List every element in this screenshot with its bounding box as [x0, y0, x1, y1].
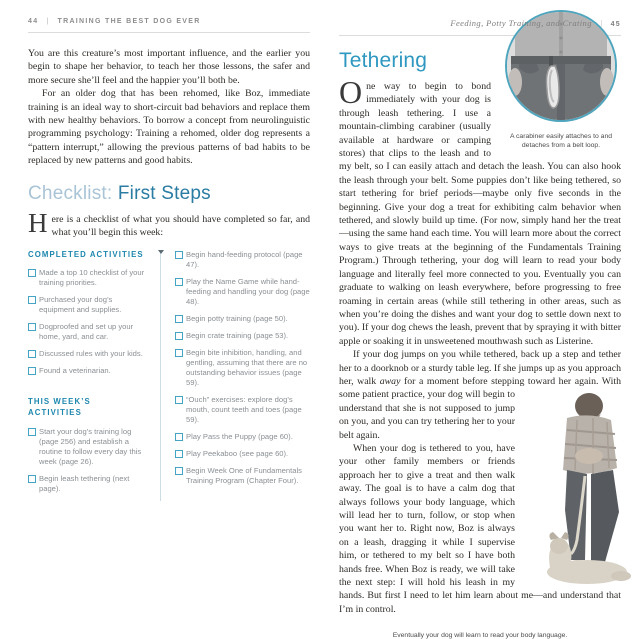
paragraph-2-text-b: for a moment before stepping toward her again. With some patient: [339, 375, 621, 401]
checklist-item-label: Begin Week One of Fundamentals Training Program (Chapter Four).: [186, 466, 302, 486]
this-weeks-activities-header: THIS WEEK’S ACTIVITIES: [28, 397, 91, 418]
checklist-item-label: Purchased your dog’s equipment and supplies.: [39, 295, 122, 315]
running-head-divider: |: [599, 18, 603, 28]
checkbox-icon: [28, 296, 36, 304]
checkbox-icon: [28, 367, 36, 375]
checklist-item-label: Found a veterinarian.: [39, 366, 111, 376]
checklist-item-label: Begin leash tethering (next page).: [39, 474, 130, 494]
paragraph-2-text-a: If your dog jumps on you while tethered, back up a step and tether her to a doorknob or a sturdy table leg. If she jumps up as you approach her, walk: [339, 349, 621, 387]
checklist-item-label: Begin crate training (page 53).: [186, 331, 289, 341]
carabiner-photo-graphic: [507, 12, 615, 120]
page-number: 45: [610, 21, 621, 28]
checkbox-icon: [175, 278, 183, 286]
checkbox-icon: [175, 467, 183, 475]
intro-paragraph-1: You are this creature’s most important influence, and the earlier you begin to shape her behavior, to teach her those lessons, the safer and more secure she’ll feel and the happier you’ll both be.: [28, 48, 310, 86]
running-head-left: [28, 18, 310, 33]
page-number: 44: [28, 18, 39, 25]
checkbox-icon: [175, 450, 183, 458]
woman-dog-photo: [523, 390, 621, 588]
checkbox-icon: [28, 428, 36, 436]
checkbox-icon: [28, 350, 36, 358]
checklist-item: [28, 322, 146, 342]
checklist-item: [28, 474, 146, 494]
checklist-item: [175, 314, 310, 324]
carabiner-caption: A carabiner easily attaches to and detaches from a belt loop.: [509, 133, 613, 149]
checklist-item-label: Start your dog’s training log (page 256) and establish a routine to follow every day this week (page 26).: [39, 427, 142, 467]
checklist-item-label: “Ouch” exercises: explore dog’s mouth, count teeth and toes (page 59).: [186, 395, 302, 425]
column-divider: [160, 252, 161, 501]
checklist-item: [28, 295, 146, 315]
tethering-paragraph-1-text: ne way to begin to bond immediately with your dog is through leash tethering. I use a mountain-climbing carabiner (usually available at hardware or camping stores) that clips to the leash and to my belt, so I can easily attach and detach the leash. You can also hook the leash through your belt. Some puppies don’t like being tethered, so start tethering for brief periods—maybe only five seconds in the beginning. Give your dog a treat for exhibiting calm behavior when tethered, and slowly build up time. (For now, simply hand her the treat—using the same hand each time. You will learn more about the correct ways to give treats at the beginning of the Fundamentals Training Program.) Through tethering, your dog will learn to read your body language and literally feel more connected to you. Eventually you can graduate to walking on leash everywhere, before progressing to free roaming in certain areas (while still tethering in other areas, such as when you’re doing the dishes and want your dog to settle down next to you). If your dog chews the leash, prevent that by spraying it with bitter apple or soaking it in unsweetened mouthwash such as Listerine.: [339, 81, 621, 347]
checklist-item-label: Play the Name Game while hand-feeding and handling your dog (page 48).: [186, 277, 310, 307]
checklist-item: [175, 395, 310, 425]
checkbox-icon: [175, 332, 183, 340]
checklist-column-left: [28, 250, 146, 501]
checklist-heading-label: Checklist:: [28, 182, 113, 204]
woman-dog-caption: Eventually your dog will learn to read your body language.: [392, 632, 568, 639]
carabiner-figure: [501, 10, 621, 150]
checklist-item-label: Play Pass the Puppy (page 60).: [186, 432, 293, 442]
checklist-item: [175, 432, 310, 442]
running-head-divider: |: [46, 18, 50, 25]
checklist-item: [28, 366, 146, 376]
checklist-item: [28, 268, 146, 288]
paragraph-2-italic: away: [379, 375, 401, 387]
completed-activities-header: COMPLETED ACTIVITIES: [28, 250, 144, 260]
checklist-column-right: [175, 250, 310, 501]
checkbox-icon: [28, 269, 36, 277]
woman-dog-photo-graphic: [537, 390, 635, 588]
book-title: TRAINING THE BEST DOG EVER: [57, 18, 201, 25]
checklist-item: [175, 331, 310, 341]
checklist-columns: [28, 250, 310, 501]
section-heading: Tethering: [339, 49, 428, 72]
checklist-item: [175, 348, 310, 388]
left-page: [28, 18, 310, 501]
checkbox-icon: [28, 475, 36, 483]
dropcap-h: H: [28, 207, 48, 238]
checkbox-icon: [28, 323, 36, 331]
checklist-item: [175, 466, 310, 486]
checklist-item-label: Made a top 10 checklist of your training priorities.: [39, 268, 145, 288]
chapter-title: Feeding, Potty Training, and Crating: [450, 18, 592, 28]
checklist-item-label: Begin hand-feeding protocol (page 47).: [186, 250, 303, 270]
checklist-heading: [28, 183, 310, 205]
dropcap-o: O: [339, 74, 363, 110]
checklist-heading-title: First Steps: [117, 182, 211, 204]
checkbox-icon: [175, 396, 183, 404]
checklist-intro: [28, 207, 310, 240]
right-page: [339, 18, 621, 639]
checklist-item: [175, 277, 310, 307]
checklist-item: [28, 349, 146, 359]
checklist-item-label: Dogproofed and set up your home, yard, and car.: [39, 322, 134, 342]
checkbox-icon: [175, 315, 183, 323]
checkbox-icon: [175, 349, 183, 357]
divider-arrow-icon: [158, 250, 164, 254]
checklist-item-label: Discussed rules with your kids.: [39, 349, 143, 359]
checklist-intro-text: ere is a checklist of what you should have completed so far, and what you’ll begin this week:: [51, 213, 310, 239]
checklist-item: [175, 250, 310, 270]
checklist-item-label: Begin potty training (page 50).: [186, 314, 288, 324]
paragraph-2-text-c: practice, your dog will begin to understand that she is not supposed to jump on you, and you can try tethering her to your belt again.: [339, 389, 515, 441]
checkbox-icon: [175, 433, 183, 441]
intro-paragraph-2: For an older dog that has been rehomed, like Boz, immediate training is an ideal way to short-circuit bad behaviors and replace them with new healthy behaviors. To borrow a concept from neurolinguistic programming psychology: Training a rehomed, older dog represents a “pattern interrupt,” allowing the previous patterns of bad habits to be replaced by new patterns and good habits.: [28, 88, 310, 167]
tethering-paragraph-2: [339, 348, 621, 442]
checklist-item-label: Begin bite inhibition, handling, and gentling, assuming that there are no outstanding behavior issues (page 59).: [186, 348, 308, 388]
tethering-paragraph-3: When your dog is tethered to you, have your other family members or friends approach her to give a treat and then walk away. The goal is to have a calm dog that always follows your body language, which will lead her to turn, follow, or stop when you want her to. Right now, Boz is always on a leash, dragging it while I supervise him, or tethered to my belt so I have both hands free. When Boz is ready, we will take the next step: I will hold his leash in my hands. But first I need to let him learn about me—and understand that I’m in control.: [339, 442, 621, 615]
checkbox-icon: [175, 251, 183, 259]
checklist-item-label: Play Peekaboo (see page 60).: [186, 449, 289, 459]
checklist-item: [28, 427, 146, 467]
checklist-item: [175, 449, 310, 459]
